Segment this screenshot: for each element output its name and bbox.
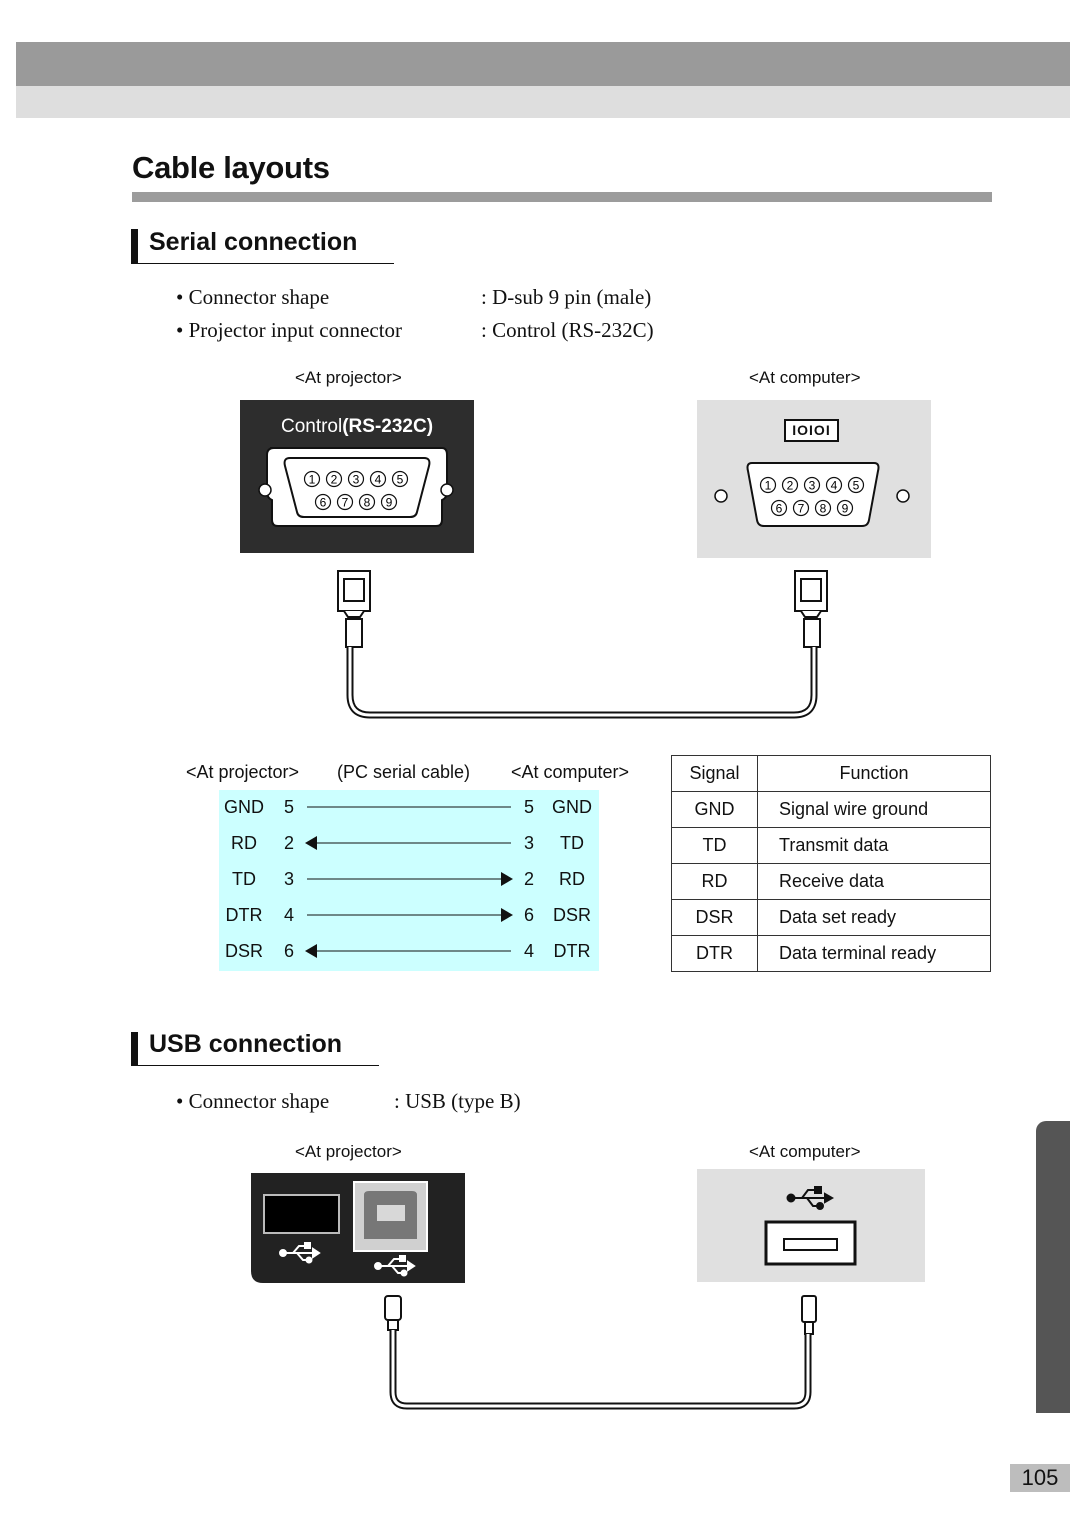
spec-value: : USB (type B): [394, 1089, 521, 1113]
computer-signal: DSR: [552, 905, 591, 925]
pin-number: 8: [819, 501, 827, 516]
header-subband: [16, 86, 1070, 118]
signal-cell: GND: [672, 792, 758, 828]
signal-cell: RD: [672, 864, 758, 900]
wiring-row: [219, 934, 599, 970]
wiring-row: [219, 898, 599, 934]
pin-number: 5: [852, 478, 860, 493]
projector-signal: TD: [232, 869, 256, 889]
function-cell: Transmit data: [758, 828, 991, 864]
wiring-header-cable: (PC serial cable): [337, 762, 471, 782]
pin-number: 7: [341, 495, 349, 510]
section-rule: [131, 263, 394, 264]
computer-serial-port: [697, 400, 931, 558]
projector-serial-port: [240, 400, 474, 553]
usb-heading: USB connection: [149, 1030, 343, 1058]
caption-at-computer: <At computer>: [749, 368, 861, 387]
column-header: Function: [758, 756, 991, 792]
usb-cable: [380, 1292, 820, 1417]
computer-signal: DTR: [553, 941, 591, 961]
table-row: [672, 936, 991, 972]
section-marker: [131, 229, 138, 264]
wire-line: [305, 862, 515, 898]
computer-pin: 4: [523, 941, 534, 961]
pin-number: 5: [396, 472, 404, 487]
wire-arrow: [305, 836, 317, 850]
page-number: 105: [1010, 1464, 1070, 1492]
projector-pin: 5: [283, 797, 294, 817]
signal-table: [671, 755, 991, 972]
wiring-diagram: [219, 790, 599, 971]
caption-at-projector: <At projector>: [295, 1142, 402, 1161]
dsub-connector-icon: [240, 400, 474, 553]
computer-usb-port: [697, 1169, 925, 1282]
projector-pin: 6: [283, 941, 294, 961]
projector-usb-port: [251, 1173, 465, 1283]
pin-number: 9: [385, 495, 393, 510]
wire-line: [305, 826, 515, 862]
projector-pin: 4: [283, 905, 294, 925]
projector-pin: 3: [283, 869, 294, 889]
computer-signal: GND: [552, 797, 592, 817]
wiring-header-computer: <At computer>: [511, 762, 630, 782]
computer-signal: TD: [560, 833, 584, 853]
table-row: [672, 864, 991, 900]
projector-signal: DSR: [224, 941, 263, 961]
caption-at-computer: <At computer>: [749, 1142, 861, 1161]
function-cell: Data terminal ready: [758, 936, 991, 972]
pin-number: 8: [363, 495, 371, 510]
wire-line: [305, 790, 515, 826]
section-rule: [131, 1065, 379, 1066]
pin-number: 2: [786, 478, 794, 493]
signal-cell: DTR: [672, 936, 758, 972]
pin-number: 3: [808, 478, 816, 493]
table-row: [672, 828, 991, 864]
wiring-header-projector: <At projector>: [186, 762, 300, 782]
section-marker: [131, 1032, 138, 1066]
serial-heading: Serial connection: [149, 228, 358, 256]
pin-number: 9: [841, 501, 849, 516]
table-row: [672, 792, 991, 828]
projector-pin: 2: [283, 833, 294, 853]
computer-signal: RD: [559, 869, 585, 889]
serial-cable: [320, 565, 840, 725]
spec-value: : D-sub 9 pin (male): [481, 285, 652, 309]
caption-at-projector: <At projector>: [295, 368, 402, 387]
wiring-row: [219, 790, 599, 826]
pin-number: 6: [775, 501, 783, 516]
side-tab: [1036, 1121, 1070, 1413]
wire-arrow: [501, 872, 513, 886]
wire-line: [305, 934, 515, 970]
signal-cell: DSR: [672, 900, 758, 936]
wire-arrow: [305, 944, 317, 958]
projector-signal: RD: [231, 833, 257, 853]
wiring-row: [219, 826, 599, 862]
pin-number: 1: [764, 478, 772, 493]
serial-port-symbol: IOIOI: [792, 422, 831, 438]
signal-cell: TD: [672, 828, 758, 864]
control-rs232c-label: Control(RS-232C): [280, 416, 434, 437]
wire-arrow: [501, 908, 513, 922]
pin-number: 4: [374, 472, 382, 487]
pin-number: 4: [830, 478, 838, 493]
header-band: [16, 42, 1070, 86]
table-row: [672, 900, 991, 936]
computer-pin: 6: [523, 905, 534, 925]
spec-value: : Control (RS-232C): [481, 318, 654, 342]
spec-label: • Projector input connector: [176, 318, 403, 342]
spec-label: • Connector shape: [176, 285, 330, 309]
title-rule: [132, 192, 992, 202]
spec-label: • Connector shape: [176, 1089, 330, 1113]
projector-signal: GND: [224, 797, 264, 817]
pin-number: 2: [330, 472, 338, 487]
page-title: Cable layouts: [132, 150, 330, 185]
wire-line: [305, 898, 515, 934]
function-cell: Data set ready: [758, 900, 991, 936]
projector-signal: DTR: [225, 905, 263, 925]
function-cell: Receive data: [758, 864, 991, 900]
computer-pin: 2: [523, 869, 534, 889]
computer-pin: 5: [523, 797, 534, 817]
column-header: Signal: [672, 756, 758, 792]
computer-pin: 3: [523, 833, 534, 853]
pin-number: 3: [352, 472, 360, 487]
pin-number: 6: [319, 495, 327, 510]
function-cell: Signal wire ground: [758, 792, 991, 828]
table-header-row: [672, 756, 991, 792]
wiring-row: [219, 862, 599, 898]
pin-number: 1: [308, 472, 316, 487]
pin-number: 7: [797, 501, 805, 516]
